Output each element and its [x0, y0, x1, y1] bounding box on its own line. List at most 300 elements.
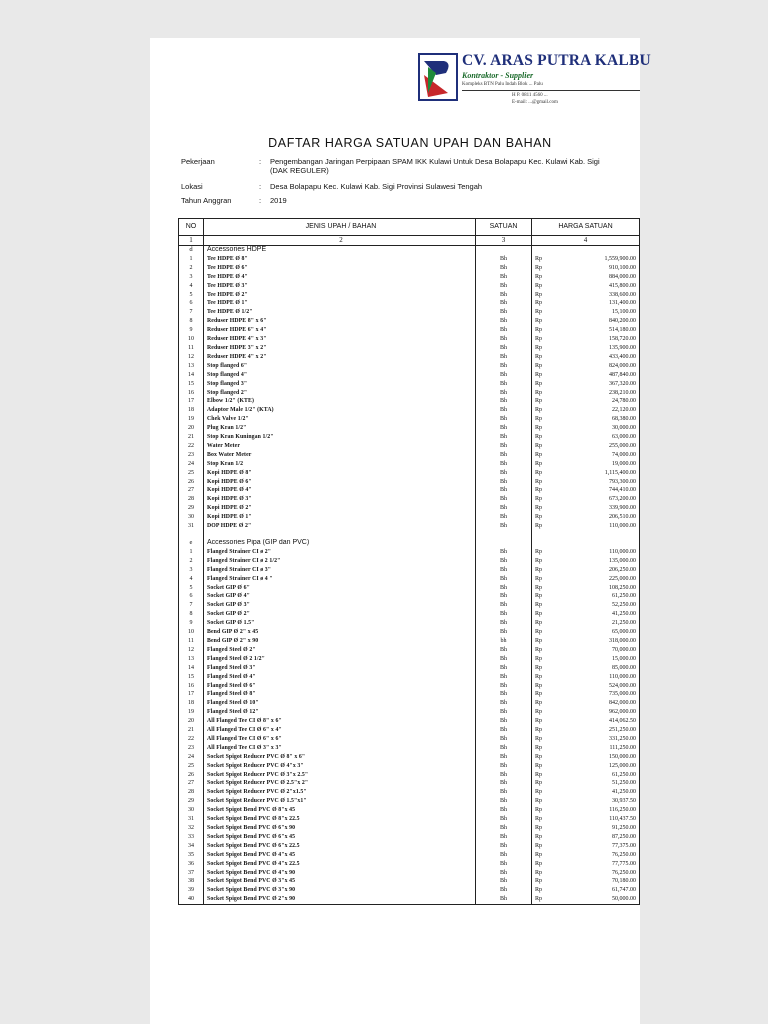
row-item: Flanged Steel Ø 2 1/2" — [204, 655, 476, 664]
row-unit: Bh — [476, 869, 532, 878]
row-no: 36 — [179, 860, 204, 869]
row-price: 15,000.00 — [586, 655, 640, 664]
row-unit: bh — [476, 637, 532, 646]
table-row — [179, 797, 640, 806]
row-no: 40 — [179, 895, 204, 904]
row-price: 87,250.00 — [586, 833, 640, 842]
meta-value: Desa Bolapapu Kec. Kulawi Kab. Sigi Provinsi Sulawesi Tengah — [270, 182, 483, 191]
spacer-cell — [532, 531, 586, 539]
row-currency: Rp — [532, 771, 586, 780]
row-currency: Rp — [532, 273, 586, 282]
table-row — [179, 762, 640, 771]
table-row — [179, 389, 640, 398]
row-price: 15,100.00 — [586, 308, 640, 317]
row-unit: Bh — [476, 362, 532, 371]
row-price: 331,250.00 — [586, 735, 640, 744]
row-price: 514,180.00 — [586, 326, 640, 335]
row-item: Plug Kran 1/2" — [204, 424, 476, 433]
row-unit: Bh — [476, 335, 532, 344]
row-currency: Rp — [532, 371, 586, 380]
row-currency: Rp — [532, 486, 586, 495]
row-no: 13 — [179, 655, 204, 664]
row-unit: Bh — [476, 504, 532, 513]
table-row — [179, 451, 640, 460]
row-price: 433,400.00 — [586, 353, 640, 362]
spacer-row — [179, 531, 640, 539]
row-price: 135,000.00 — [586, 557, 640, 566]
row-unit: Bh — [476, 744, 532, 753]
row-currency: Rp — [532, 433, 586, 442]
row-currency: Rp — [532, 504, 586, 513]
row-unit: Bh — [476, 664, 532, 673]
row-item: Bend GIP Ø 2" x 90 — [204, 637, 476, 646]
row-unit: Bh — [476, 806, 532, 815]
table-row — [179, 442, 640, 451]
spacer-cell — [476, 531, 532, 539]
row-item: Socket Spigot Reducer PVC Ø 3"x 2.5" — [204, 771, 476, 780]
row-no: 30 — [179, 513, 204, 522]
empty-cell — [476, 246, 532, 255]
meta-colon: : — [259, 182, 262, 191]
row-no: 38 — [179, 877, 204, 886]
row-price: 41,250.00 — [586, 788, 640, 797]
row-no: 17 — [179, 690, 204, 699]
row-currency: Rp — [532, 469, 586, 478]
row-item: Stop Kran Kuningan 1/2" — [204, 433, 476, 442]
company-name: CV. ARAS PUTRA KALBU — [462, 52, 651, 69]
row-no: 25 — [179, 469, 204, 478]
table-row — [179, 264, 640, 273]
row-currency: Rp — [532, 833, 586, 842]
row-currency: Rp — [532, 255, 586, 264]
row-price: 487,840.00 — [586, 371, 640, 380]
row-price: 842,000.00 — [586, 699, 640, 708]
row-currency: Rp — [532, 664, 586, 673]
meta-value-line2: (DAK REGULER) — [270, 166, 329, 175]
table-row — [179, 869, 640, 878]
table-row — [179, 575, 640, 584]
row-currency: Rp — [532, 317, 586, 326]
row-unit: Bh — [476, 601, 532, 610]
row-no: 8 — [179, 317, 204, 326]
row-item: Flanged Strainer CI ø 4 " — [204, 575, 476, 584]
row-currency: Rp — [532, 460, 586, 469]
row-no: 10 — [179, 628, 204, 637]
table-row — [179, 469, 640, 478]
row-price: 30,000.00 — [586, 424, 640, 433]
row-unit: Bh — [476, 380, 532, 389]
row-no: 13 — [179, 362, 204, 371]
row-currency: Rp — [532, 308, 586, 317]
row-no: 9 — [179, 326, 204, 335]
row-price: 63,000.00 — [586, 433, 640, 442]
row-unit: Bh — [476, 478, 532, 487]
row-item: Socket Spigot Bend PVC Ø 2"x 90 — [204, 895, 476, 904]
row-unit: Bh — [476, 815, 532, 824]
row-unit: Bh — [476, 353, 532, 362]
table-row — [179, 682, 640, 691]
row-currency: Rp — [532, 610, 586, 619]
table-row — [179, 273, 640, 282]
row-price: 51,250.00 — [586, 779, 640, 788]
row-unit: Bh — [476, 877, 532, 886]
row-price: 116,250.00 — [586, 806, 640, 815]
row-price: 744,410.00 — [586, 486, 640, 495]
row-currency: Rp — [532, 708, 586, 717]
row-price: 22,120.00 — [586, 406, 640, 415]
row-item: Reduser HDPE 4" x 2" — [204, 353, 476, 362]
row-unit: Bh — [476, 735, 532, 744]
table-row — [179, 735, 640, 744]
row-no: 26 — [179, 478, 204, 487]
row-item: Socket Spigot Bend PVC Ø 6"x 90 — [204, 824, 476, 833]
table-row — [179, 433, 640, 442]
row-currency: Rp — [532, 655, 586, 664]
row-item: Tee HDPE Ø 1" — [204, 299, 476, 308]
document-title: DAFTAR HARGA SATUAN UPAH DAN BAHAN — [268, 136, 552, 150]
row-no: 12 — [179, 353, 204, 362]
row-item: Socket Spigot Reducer PVC Ø 2.5"x 2" — [204, 779, 476, 788]
table-row — [179, 557, 640, 566]
table-row — [179, 495, 640, 504]
row-price: 884,000.00 — [586, 273, 640, 282]
row-no: 23 — [179, 744, 204, 753]
row-item: Socket Spigot Reducer PVC Ø 2"x1.5" — [204, 788, 476, 797]
row-item: Reduser HDPE 6" x 4" — [204, 326, 476, 335]
row-currency: Rp — [532, 717, 586, 726]
row-item: Tee HDPE Ø 1/2" — [204, 308, 476, 317]
table-row — [179, 504, 640, 513]
row-no: 6 — [179, 299, 204, 308]
section-header-row — [179, 246, 640, 255]
row-unit: Bh — [476, 762, 532, 771]
row-item: All Flanged Tee CI Ø 3" x 3" — [204, 744, 476, 753]
row-item: Tee HDPE Ø 4" — [204, 273, 476, 282]
row-price: 61,250.00 — [586, 771, 640, 780]
row-price: 1,115,400.00 — [586, 469, 640, 478]
row-item: Tee HDPE Ø 2" — [204, 291, 476, 300]
spacer-cell — [586, 531, 640, 539]
table-row — [179, 460, 640, 469]
row-unit: Bh — [476, 619, 532, 628]
table-row — [179, 601, 640, 610]
row-item: Kopi HDPE Ø 6" — [204, 478, 476, 487]
row-currency: Rp — [532, 744, 586, 753]
row-price: 76,250.00 — [586, 869, 640, 878]
row-unit: Bh — [476, 788, 532, 797]
row-currency: Rp — [532, 735, 586, 744]
row-unit: Bh — [476, 451, 532, 460]
table-row — [179, 592, 640, 601]
company-logo-icon — [418, 53, 458, 101]
table-row — [179, 308, 640, 317]
table-row — [179, 255, 640, 264]
row-unit: Bh — [476, 610, 532, 619]
row-no: 2 — [179, 557, 204, 566]
table-row — [179, 824, 640, 833]
row-unit: Bh — [476, 753, 532, 762]
table-row — [179, 815, 640, 824]
meta-label: Lokasi — [181, 182, 203, 191]
row-currency: Rp — [532, 397, 586, 406]
row-price: 367,320.00 — [586, 380, 640, 389]
row-no: 21 — [179, 726, 204, 735]
row-no: 28 — [179, 495, 204, 504]
table-body — [179, 246, 640, 905]
table-row — [179, 842, 640, 851]
row-no: 2 — [179, 264, 204, 273]
row-no: 1 — [179, 255, 204, 264]
spacer-cell — [179, 531, 204, 539]
row-item: All Flanged Tee CI Ø 6" x 6" — [204, 735, 476, 744]
meta-colon: : — [259, 157, 262, 166]
row-price: 110,000.00 — [586, 548, 640, 557]
row-currency: Rp — [532, 326, 586, 335]
row-currency: Rp — [532, 566, 586, 575]
row-currency: Rp — [532, 628, 586, 637]
table-row — [179, 779, 640, 788]
row-item: Socket Spigot Bend PVC Ø 6"x 22.5 — [204, 842, 476, 851]
row-price: 793,300.00 — [586, 478, 640, 487]
row-item: Socket Spigot Bend PVC Ø 3"x 45 — [204, 877, 476, 886]
table-column-number-row — [179, 236, 640, 246]
row-unit: Bh — [476, 797, 532, 806]
row-no: 37 — [179, 869, 204, 878]
row-price: 524,000.00 — [586, 682, 640, 691]
row-no: 14 — [179, 664, 204, 673]
row-no: 10 — [179, 335, 204, 344]
table-row — [179, 690, 640, 699]
row-unit: Bh — [476, 779, 532, 788]
section-header-row — [179, 539, 640, 548]
row-price: 131,400.00 — [586, 299, 640, 308]
row-price: 318,000.00 — [586, 637, 640, 646]
row-unit: Bh — [476, 584, 532, 593]
section-code: e — [179, 539, 204, 548]
row-item: All Flanged Tee CI Ø 8" x 6" — [204, 717, 476, 726]
row-price: 108,250.00 — [586, 584, 640, 593]
company-tagline: Kontraktor - Supplier — [462, 71, 534, 80]
row-currency: Rp — [532, 860, 586, 869]
table-row — [179, 753, 640, 762]
row-no: 11 — [179, 344, 204, 353]
row-unit: Bh — [476, 548, 532, 557]
row-currency: Rp — [532, 797, 586, 806]
row-item: Flanged Strainer CI ø 3" — [204, 566, 476, 575]
row-unit: Bh — [476, 717, 532, 726]
row-currency: Rp — [532, 380, 586, 389]
row-no: 23 — [179, 451, 204, 460]
row-item: Socket GIP Ø 2" — [204, 610, 476, 619]
table-row — [179, 486, 640, 495]
table-row — [179, 282, 640, 291]
row-unit: Bh — [476, 415, 532, 424]
row-no: 22 — [179, 442, 204, 451]
table-row — [179, 851, 640, 860]
row-currency: Rp — [532, 282, 586, 291]
row-item: Stop flanged 2" — [204, 389, 476, 398]
row-item: Socket Spigot Bend PVC Ø 3"x 90 — [204, 886, 476, 895]
row-item: Stop Kran 1/2 — [204, 460, 476, 469]
table-row — [179, 317, 640, 326]
table-row — [179, 726, 640, 735]
row-unit: Bh — [476, 690, 532, 699]
table-row — [179, 708, 640, 717]
table-row — [179, 513, 640, 522]
row-unit: Bh — [476, 397, 532, 406]
row-no: 9 — [179, 619, 204, 628]
table-row — [179, 610, 640, 619]
row-currency: Rp — [532, 442, 586, 451]
row-unit: Bh — [476, 264, 532, 273]
row-unit: Bh — [476, 255, 532, 264]
row-price: 85,000.00 — [586, 664, 640, 673]
row-no: 18 — [179, 699, 204, 708]
row-no: 27 — [179, 779, 204, 788]
row-unit: Bh — [476, 682, 532, 691]
row-price: 30,937.50 — [586, 797, 640, 806]
row-price: 150,000.00 — [586, 753, 640, 762]
row-currency: Rp — [532, 335, 586, 344]
row-unit: Bh — [476, 771, 532, 780]
table-row — [179, 548, 640, 557]
row-currency: Rp — [532, 726, 586, 735]
row-price: 673,200.00 — [586, 495, 640, 504]
row-currency: Rp — [532, 851, 586, 860]
row-no: 15 — [179, 380, 204, 389]
row-price: 91,250.00 — [586, 824, 640, 833]
row-no: 12 — [179, 646, 204, 655]
row-price: 65,000.00 — [586, 628, 640, 637]
row-item: Flanged Steel Ø 6" — [204, 682, 476, 691]
table-row — [179, 619, 640, 628]
empty-cell — [532, 539, 586, 548]
row-currency: Rp — [532, 682, 586, 691]
row-item: Stop flanged 6" — [204, 362, 476, 371]
row-currency: Rp — [532, 788, 586, 797]
row-price: 110,000.00 — [586, 522, 640, 531]
row-item: Socket GIP Ø 3" — [204, 601, 476, 610]
row-unit: Bh — [476, 726, 532, 735]
table-row — [179, 655, 640, 664]
row-no: 33 — [179, 833, 204, 842]
row-currency: Rp — [532, 548, 586, 557]
row-price: 50,000.00 — [586, 895, 640, 904]
row-unit: Bh — [476, 895, 532, 904]
table-row — [179, 637, 640, 646]
row-price: 70,180.00 — [586, 877, 640, 886]
table-row — [179, 335, 640, 344]
row-currency: Rp — [532, 619, 586, 628]
row-no: 20 — [179, 424, 204, 433]
row-no: 20 — [179, 717, 204, 726]
row-unit: Bh — [476, 860, 532, 869]
row-no: 4 — [179, 282, 204, 291]
row-price: 70,000.00 — [586, 646, 640, 655]
table-row — [179, 584, 640, 593]
row-price: 68,380.00 — [586, 415, 640, 424]
row-unit: Bh — [476, 389, 532, 398]
table-row — [179, 860, 640, 869]
row-unit: Bh — [476, 299, 532, 308]
company-phone: H P. 0811 4560 ... — [512, 93, 548, 98]
row-unit: Bh — [476, 326, 532, 335]
header-satuan: SATUAN — [476, 219, 532, 236]
row-item: Socket GIP Ø 6" — [204, 584, 476, 593]
meta-label: Tahun Anggran — [181, 196, 232, 205]
row-currency: Rp — [532, 815, 586, 824]
row-item: Socket Spigot Reducer PVC Ø 4"x 3" — [204, 762, 476, 771]
row-unit: Bh — [476, 424, 532, 433]
row-currency: Rp — [532, 584, 586, 593]
row-currency: Rp — [532, 389, 586, 398]
row-item: Socket GIP Ø 1.5" — [204, 619, 476, 628]
row-unit: Bh — [476, 282, 532, 291]
row-no: 31 — [179, 522, 204, 531]
row-item: Socket Spigot Reducer PVC Ø 8" x 6" — [204, 753, 476, 762]
row-item: Tee HDPE Ø 6" — [204, 264, 476, 273]
row-unit: Bh — [476, 699, 532, 708]
empty-cell — [476, 539, 532, 548]
row-price: 824,000.00 — [586, 362, 640, 371]
row-item: Socket Spigot Bend PVC Ø 6"x 45 — [204, 833, 476, 842]
row-price: 41,250.00 — [586, 610, 640, 619]
row-unit: Bh — [476, 406, 532, 415]
table-row — [179, 771, 640, 780]
col-num-2: 2 — [204, 236, 476, 246]
row-currency: Rp — [532, 495, 586, 504]
row-item: Kopi HDPE Ø 3" — [204, 495, 476, 504]
empty-cell — [532, 246, 586, 255]
row-currency: Rp — [532, 637, 586, 646]
row-price: 61,250.00 — [586, 592, 640, 601]
row-item: Flanged Steel Ø 8" — [204, 690, 476, 699]
row-currency: Rp — [532, 762, 586, 771]
row-no: 35 — [179, 851, 204, 860]
row-item: Socket Spigot Bend PVC Ø 8"x 22.5 — [204, 815, 476, 824]
row-no: 29 — [179, 504, 204, 513]
table-row — [179, 380, 640, 389]
row-currency: Rp — [532, 690, 586, 699]
letterhead-divider — [462, 90, 640, 91]
row-no: 19 — [179, 708, 204, 717]
row-item: Socket Spigot Bend PVC Ø 4"x 90 — [204, 869, 476, 878]
row-currency: Rp — [532, 522, 586, 531]
row-item: Reduser HDPE 3" x 2" — [204, 344, 476, 353]
row-no: 39 — [179, 886, 204, 895]
row-unit: Bh — [476, 308, 532, 317]
row-price: 962,000.00 — [586, 708, 640, 717]
row-no: 16 — [179, 389, 204, 398]
table-row — [179, 664, 640, 673]
row-unit: Bh — [476, 824, 532, 833]
spacer-cell — [204, 531, 476, 539]
meta-value: 2019 — [270, 196, 287, 205]
row-item: Flanged Steel Ø 4" — [204, 673, 476, 682]
row-currency: Rp — [532, 753, 586, 762]
row-item: Reduser HDPE 8" x 6" — [204, 317, 476, 326]
row-item: DOP HDPE Ø 2" — [204, 522, 476, 531]
row-unit: Bh — [476, 469, 532, 478]
row-currency: Rp — [532, 842, 586, 851]
row-price: 77,775.00 — [586, 860, 640, 869]
row-item: Socket Spigot Bend PVC Ø 4"x 22.5 — [204, 860, 476, 869]
row-unit: Bh — [476, 442, 532, 451]
row-no: 34 — [179, 842, 204, 851]
row-item: Water Meter — [204, 442, 476, 451]
header-harga: HARGA SATUAN — [532, 219, 640, 236]
row-currency: Rp — [532, 575, 586, 584]
